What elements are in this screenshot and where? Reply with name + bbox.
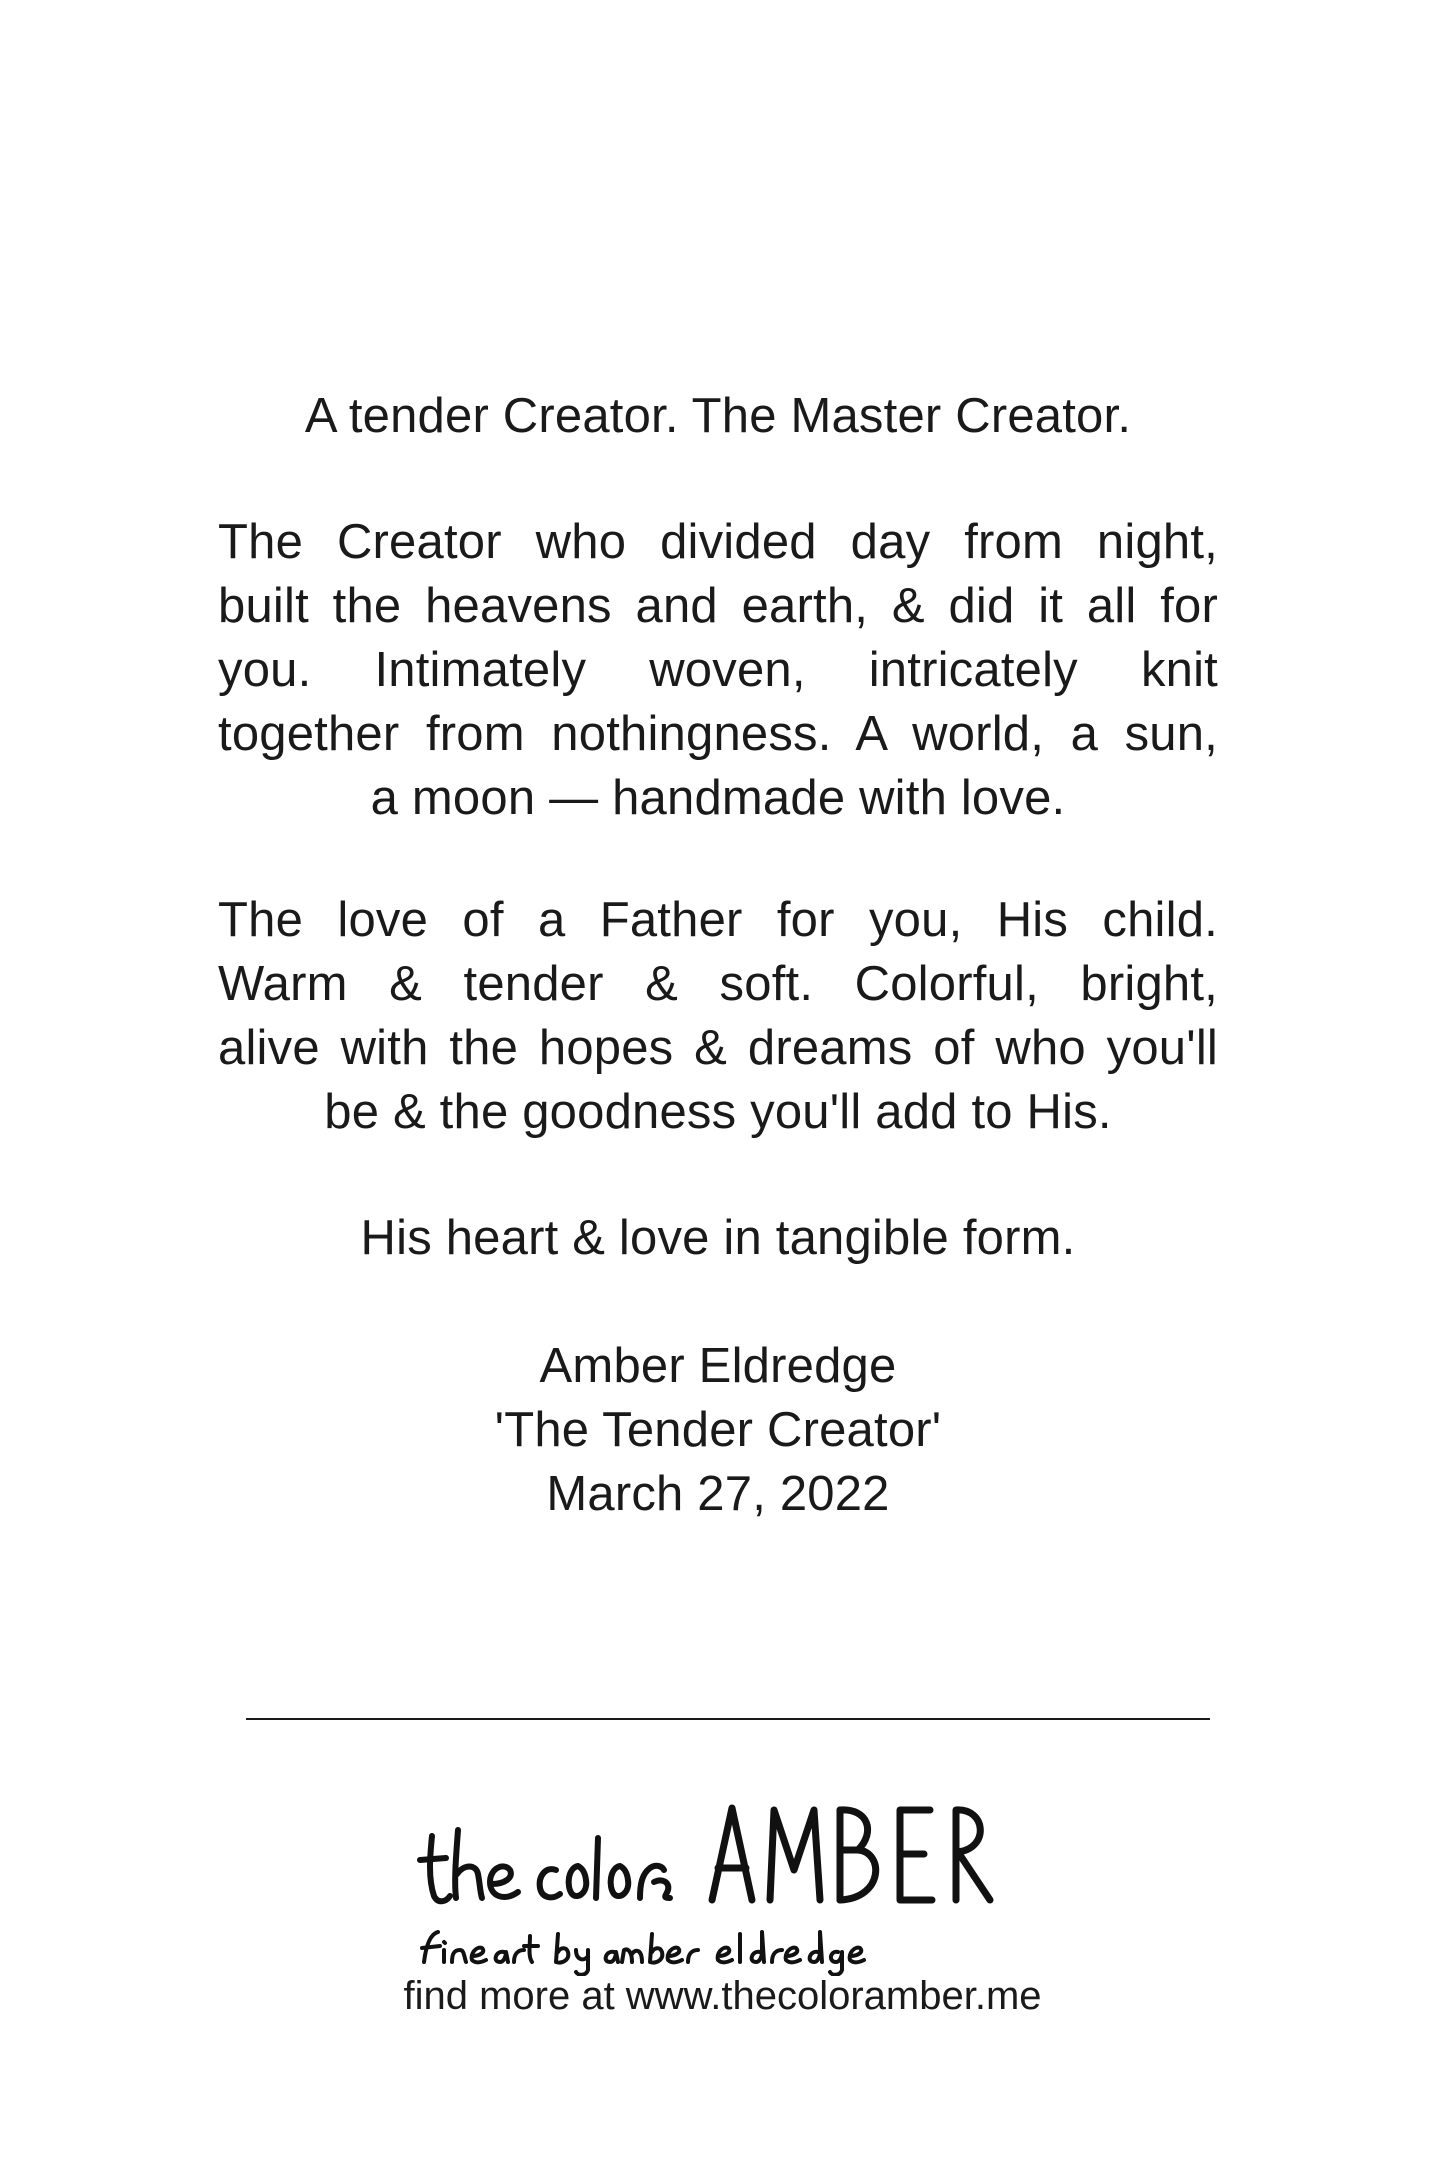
logo-word-color [540, 1838, 670, 1898]
stanza-creation [218, 510, 1218, 830]
brand-logo [400, 1786, 1060, 1976]
poem-closing: His heart & love in tangible form. [360, 1211, 1076, 1265]
poem-line: built the heavens and earth, & did it all for [218, 579, 1218, 633]
signature-block [218, 1334, 1218, 1526]
artwork-title: 'The Tender Creator' [494, 1403, 942, 1457]
poem-line: be & the goodness you'll add to His. [324, 1085, 1112, 1139]
footer [0, 1970, 1445, 2022]
poem-line: Warm & tender & soft. Colorful, bright, [218, 957, 1218, 1011]
poem-line: alive with the hopes & dreams of who you'll [218, 1021, 1218, 1075]
opening-line [218, 384, 1218, 448]
poem-line: together from nothingness. A world, a sun, [218, 707, 1218, 761]
poem-line: you. Intimately woven, intricately knit [218, 643, 1218, 697]
logo-tagline [422, 1932, 864, 1975]
logo-word-amber [712, 1808, 990, 1900]
artwork-date: March 27, 2022 [546, 1467, 890, 1521]
divider [246, 1718, 1210, 1720]
author-name: Amber Eldredge [539, 1339, 897, 1393]
logo-word-the [420, 1830, 518, 1901]
closing-line [218, 1206, 1218, 1270]
poem-opening: A tender Creator. The Master Creator. [304, 389, 1132, 443]
footer-website-text: find more at www.thecoloramber.me [403, 1974, 1042, 2018]
poem-line: The love of a Father for you, His child. [218, 893, 1218, 947]
stanza-father-love [218, 888, 1218, 1144]
poem-line: The Creator who divided day from night, [218, 515, 1218, 569]
poem-line: a moon — handmade with love. [370, 771, 1066, 825]
